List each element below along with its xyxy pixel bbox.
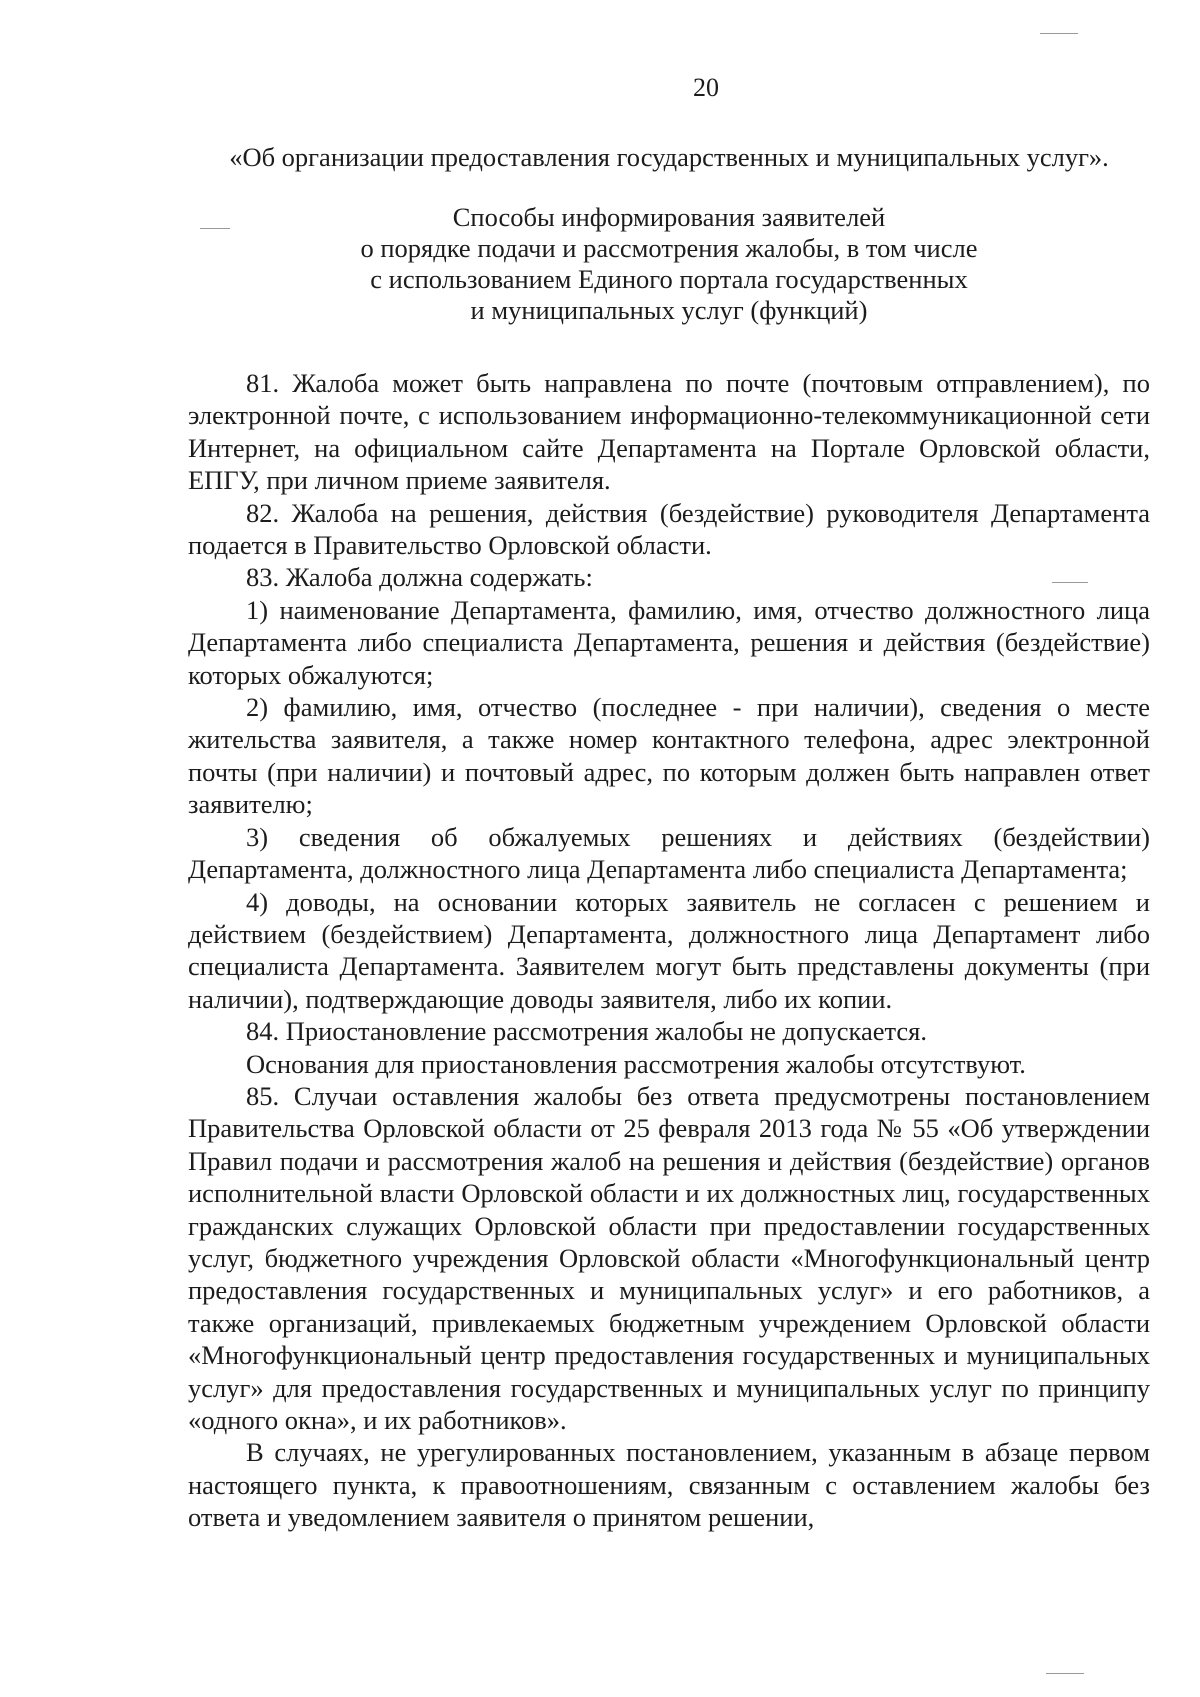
paragraph-85: 85. Случаи оставления жалобы без ответа предусмотрены постановлением Правительства Орловской области от 25 февраля 2013 года № 55 «Об утверждении Правил подачи и рассмотрения жалоб на решения и действия (бездействие) органов исполнительной власти Орловской области и их должностных лиц, государственных гражданских служащих Орловской области при предоставлении государственных услуг, бюджетного учреждения Орловской области «Многофункциональный центр предоставления государственных и муниципальных услуг» и его работников, а также организаций, привлекаемых бюджетным учреждением Орловской области «Многофункциональный центр предоставления государственных и муниципальных услуг» для предоставления государственных и муниципальных услуг по принципу «одного окна», и их работников». <box>188 1080 1150 1435</box>
section-heading <box>188 202 1150 326</box>
paragraph-81: 81. Жалоба может быть направлена по почте (почтовым отправлением), по электронной почте, с использованием информационно-телекоммуникационной сети Интернет, на официальном сайте Департамента на Портале Орловской области, ЕПГУ, при личном приеме заявителя. <box>188 368 1150 496</box>
list-item-2: 2) фамилию, имя, отчество (последнее - при наличии), сведения о месте жительства заявителя, а также номер контактного телефона, адрес электронной почты (при наличии) и почтовый адрес, по которым должен быть направлен ответ заявителю; <box>188 692 1150 820</box>
heading-line-3: с использованием Единого портала государственных <box>370 264 968 294</box>
heading-line-1: Способы информирования заявителей <box>452 202 886 232</box>
heading-line-2: о порядке подачи и рассмотрения жалобы, в том числе <box>360 233 978 263</box>
paragraph-84-continued: Основания для приостановления рассмотрения жалобы отсутствуют. <box>246 1048 1026 1079</box>
list-item-3: 3) сведения об обжалуемых решениях и действиях (бездействии) Департамента, должностного лица Департамента либо специалиста Департамента; <box>188 821 1150 885</box>
document-body <box>188 367 1150 1534</box>
list-item-4: 4) доводы, на основании которых заявитель не согласен с решением и действием (бездействием) Департамента, должностного лица Департамент либо специалиста Департамента. Заявителем могут быть представлены документы (при наличии), подтверждающие доводы заявителя, либо их копии. <box>188 886 1150 1014</box>
intro-line: «Об организации предоставления государственных и муниципальных услуг». <box>229 142 1109 172</box>
paragraph-83: 83. Жалоба должна содержать: <box>246 562 593 593</box>
paragraph-84: 84. Приостановление рассмотрения жалобы не допускается. <box>246 1016 927 1047</box>
scan-mark-bottom <box>1046 1673 1084 1674</box>
paragraph-82: 82. Жалоба на решения, действия (бездействие) руководителя Департамента подается в Правительство Орловской области. <box>188 497 1150 561</box>
list-item-1: 1) наименование Департамента, фамилию, имя, отчество должностного лица Департамента либо специалиста Департамента, решения и действия (бездействие) которых обжалуются; <box>188 594 1150 690</box>
heading-line-4: и муниципальных услуг (функций) <box>470 295 868 325</box>
scan-mark-top <box>1040 33 1078 34</box>
paragraph-85-continued: В случаях, не урегулированных постановлением, указанным в абзаце первом настоящего пункта, к правоотношениям, связанным с оставлением жалобы без ответа и уведомлением заявителя о принятом решении, <box>188 1437 1150 1533</box>
page-number: 20 <box>693 73 719 102</box>
